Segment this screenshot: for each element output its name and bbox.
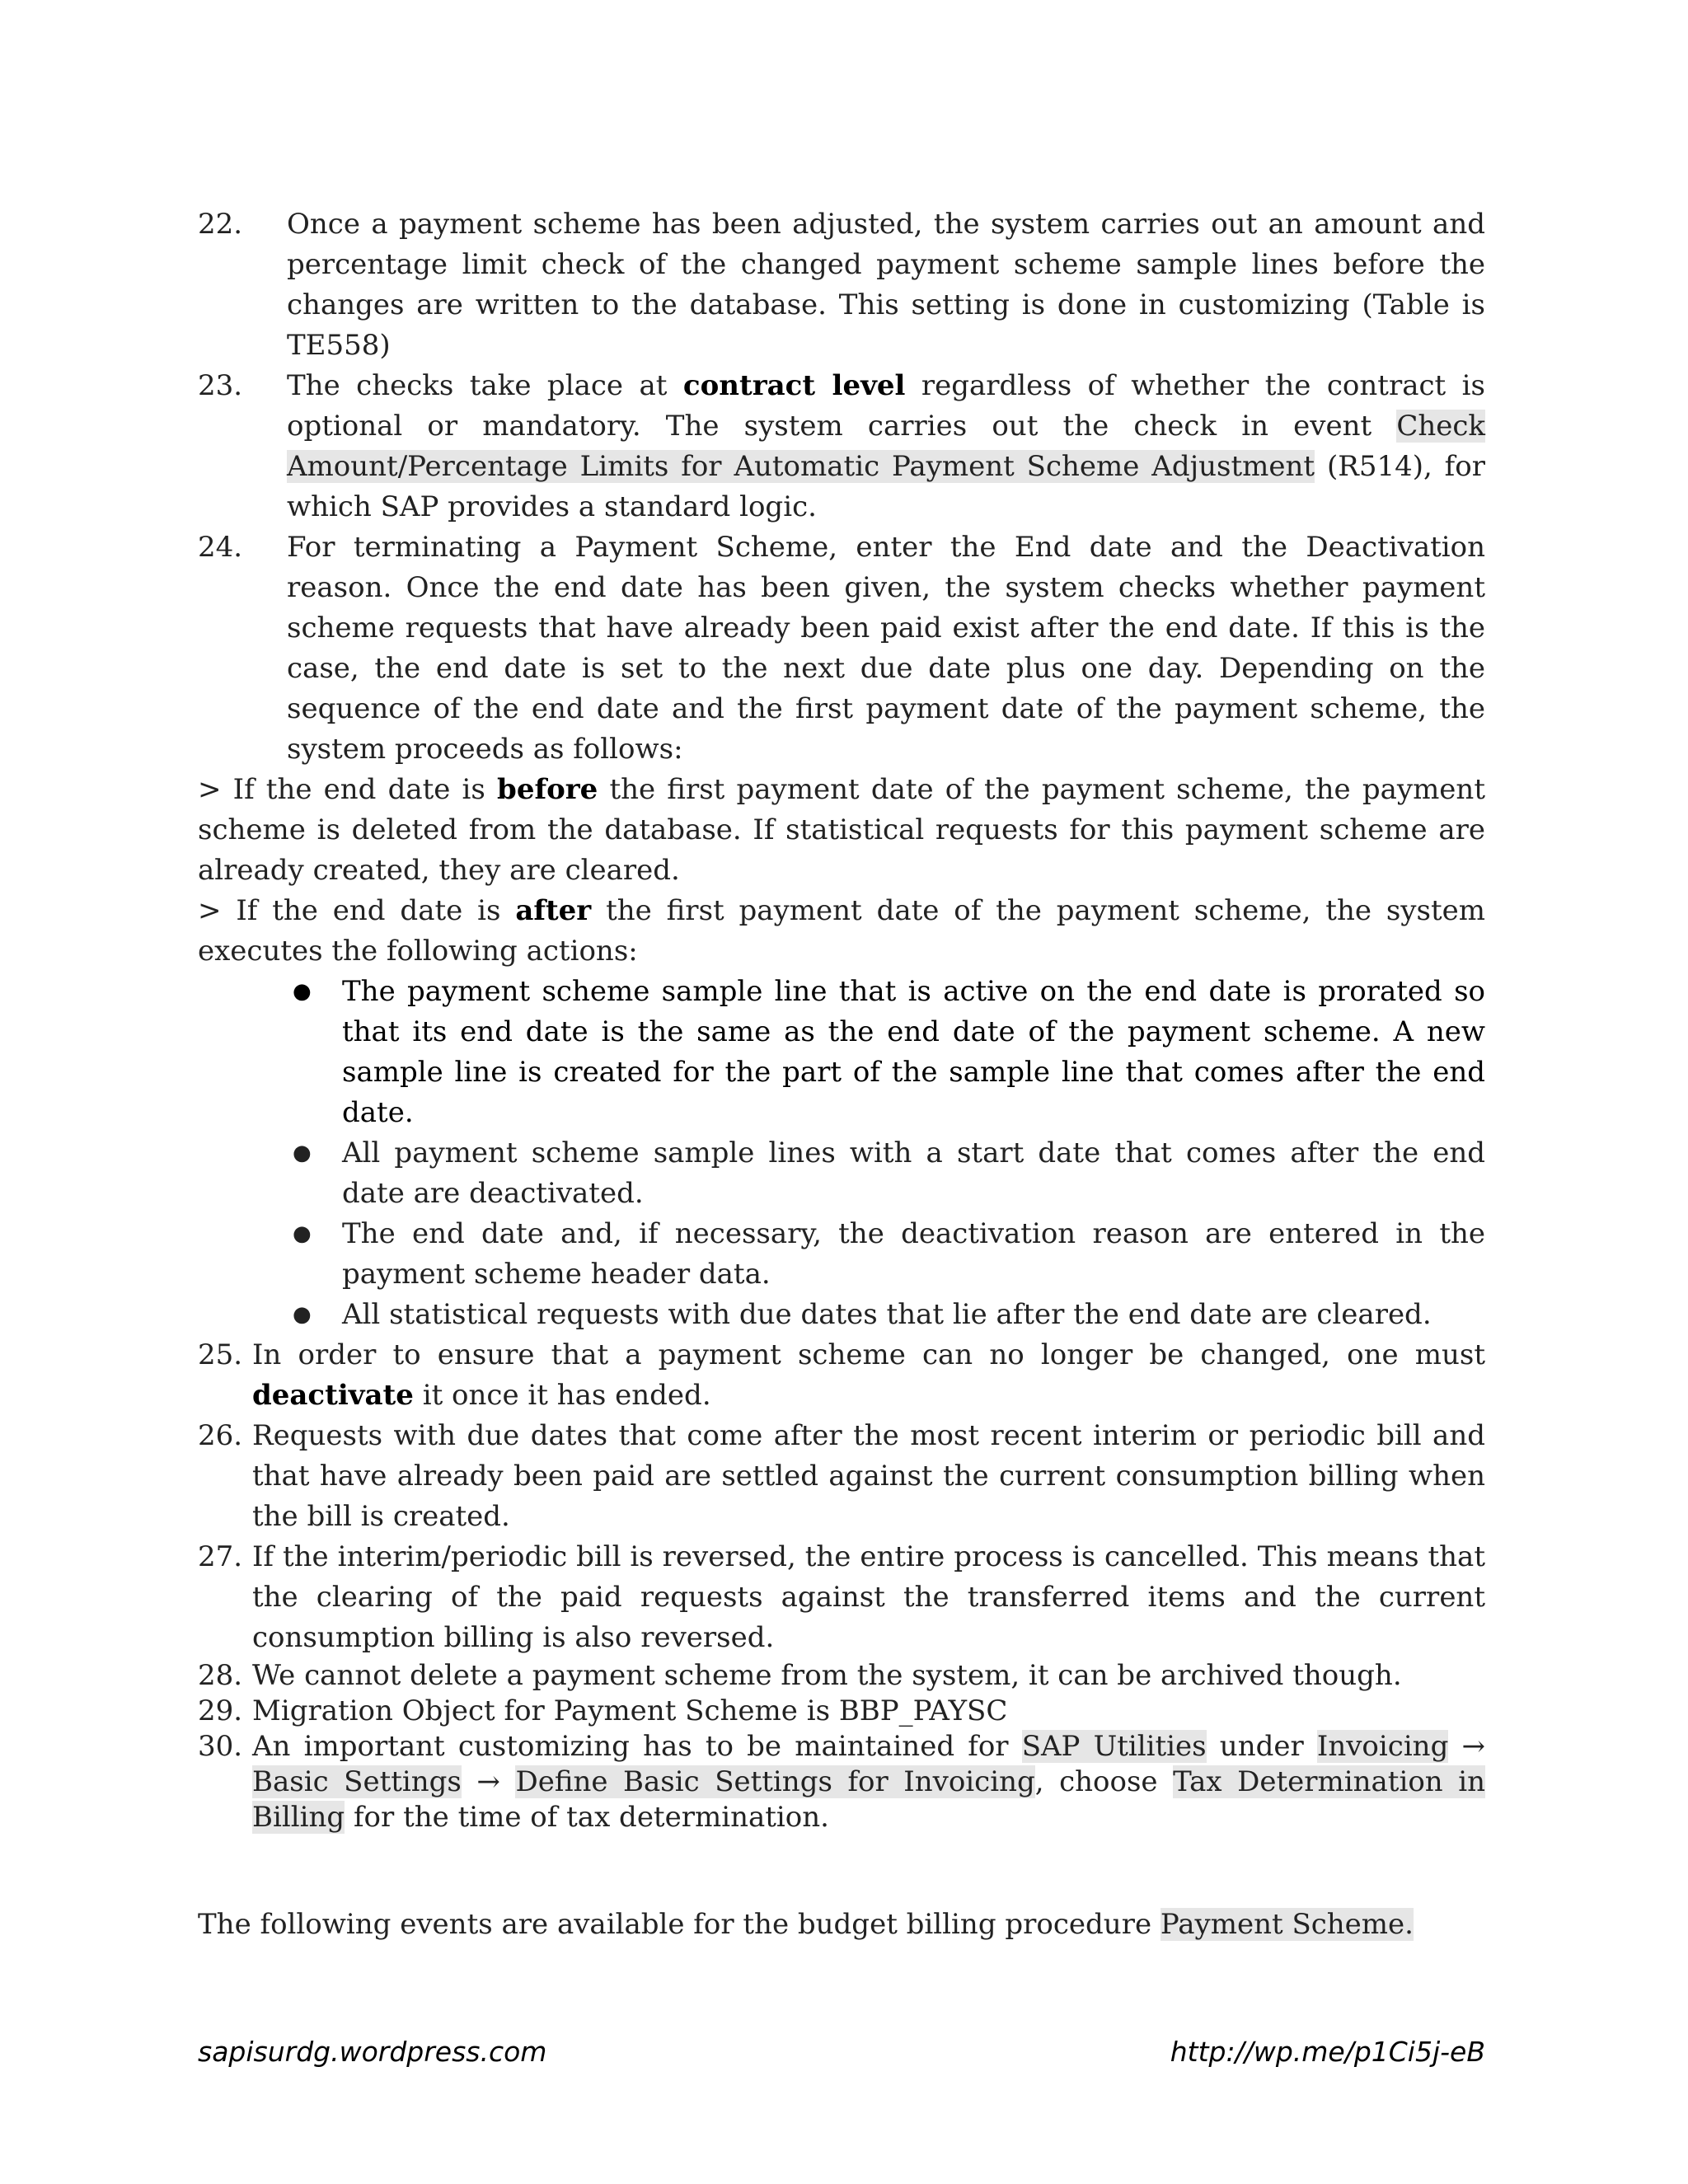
list-item-23: [198, 366, 1485, 527]
highlighted-tax-determination[interactable]: Tax Determination in Billing: [252, 1765, 1485, 1834]
item-text: For terminating a Payment Scheme, enter the End date and the Deactivation reason. Once the end date has been given, the system checks whether payment scheme requests that have already been paid exist after the end date. If this is the case, the end date is set to the next due date plus one day. Depending on the sequence of the end date and the first payment date of the payment scheme, the system proceeds as follows:: [287, 531, 1485, 766]
highlighted-invoicing[interactable]: Invoicing: [1316, 1730, 1449, 1763]
bullet-icon: ●: [293, 1221, 312, 1246]
item-text: An important customizing has to be maintained for SAP Utilities under Invoicing → Basic Settings → Define Basic Settings for Invoicing, choose Tax Determination in Billing for the time of tax determination.: [252, 1730, 1486, 1834]
highlighted-event-link[interactable]: Check Amount/Percentage Limits for Automatic Payment Scheme Adjustment: [287, 410, 1485, 483]
item-text: If the interim/periodic bill is reversed, the entire process is cancelled. This means that the clearing of the paid requests against the transferred items and the current consumption billing is also reversed.: [252, 1540, 1485, 1654]
bullet-item: ● The payment scheme sample line that is active on the end date is prorated so that its end date is the same as the end date of the payment scheme. A new sample line is created for the part of the sample line that comes after the end date.: [293, 972, 1485, 1133]
bullet-icon: ●: [293, 1141, 312, 1165]
list-item-27: [198, 1537, 1485, 1658]
arrow-right-icon: →: [461, 1765, 516, 1798]
list-item-28: [198, 1658, 1485, 1694]
bullet-item: ● All payment scheme sample lines with a start date that comes after the end date are deactivated.: [293, 1133, 1485, 1214]
item-number: 27.: [198, 1540, 243, 1573]
footer-site[interactable]: sapisurdg.wordpress.com: [198, 2036, 547, 2068]
footer-shortlink[interactable]: http://wp.me/p1Ci5j-eB: [1170, 2036, 1485, 2068]
bold-term: deactivate: [252, 1379, 414, 1412]
item-number: 23.: [198, 369, 243, 402]
list-item-30: [198, 1729, 1485, 1835]
bold-term: after: [515, 894, 592, 927]
arrow-right-icon: →: [1448, 1730, 1486, 1763]
list-item-22: [198, 204, 1485, 366]
list-item-29: [198, 1694, 1485, 1729]
closing-paragraph: The following events are available for the budget billing procedure Payment Scheme.: [198, 1908, 1414, 1941]
bullet-icon: ●: [293, 1302, 312, 1327]
item-text: Migration Object for Payment Scheme is BBP_PAYSC: [252, 1694, 1008, 1727]
item-text: In order to ensure that a payment scheme can no longer be changed, one must deactivate it once it has ended.: [252, 1338, 1485, 1412]
item-number: 28.: [198, 1659, 243, 1692]
list-item-25: [198, 1335, 1485, 1416]
bullet-item: ● The end date and, if necessary, the deactivation reason are entered in the payment scheme header data.: [293, 1214, 1485, 1295]
highlighted-payment-scheme[interactable]: Payment Scheme.: [1160, 1908, 1414, 1941]
list-item-26: [198, 1416, 1485, 1537]
spacer: [198, 1835, 1485, 1905]
condition-before: > If the end date is before the first payment date of the payment scheme, the payment scheme is deleted from the database. If statistical requests for this payment scheme are already created, they are cleared.: [198, 773, 1485, 887]
item-text: The checks take place at contract level regardless of whether the contract is optional or mandatory. The system carries out the check in event Check Amount/Percentage Limits for Automatic Payment Scheme Adjustment (R514), for which SAP provides a standard logic.: [287, 369, 1485, 523]
item-number: 30.: [198, 1730, 243, 1763]
item-number: 22.: [198, 208, 243, 241]
item-number: 25.: [198, 1338, 243, 1371]
bold-term: before: [497, 773, 598, 806]
item-number: 24.: [198, 531, 243, 564]
bullet-icon: ●: [293, 979, 312, 1004]
item-number: 29.: [198, 1694, 243, 1727]
item-text: We cannot delete a payment scheme from the system, it can be archived though.: [252, 1659, 1402, 1692]
document-body: [198, 204, 1485, 1945]
list-item-24: [198, 527, 1485, 770]
highlighted-sap-utilities[interactable]: SAP Utilities: [1021, 1730, 1207, 1763]
highlighted-define-basic-settings[interactable]: Define Basic Settings for Invoicing: [515, 1765, 1035, 1798]
action-bullet-list: [293, 972, 1485, 1335]
bold-term: contract level: [682, 369, 906, 402]
highlighted-basic-settings[interactable]: Basic Settings: [252, 1765, 462, 1798]
item-text: Once a payment scheme has been adjusted, the system carries out an amount and percentage limit check of the changed payment scheme sample lines before the changes are written to the database. This setting is done in customizing (Table is TE558): [287, 208, 1485, 362]
item-number: 26.: [198, 1419, 243, 1452]
bullet-item: ● All statistical requests with due dates that lie after the end date are cleared.: [293, 1295, 1485, 1335]
condition-after: > If the end date is after the first payment date of the payment scheme, the system executes the following actions:: [198, 894, 1485, 968]
item-text: Requests with due dates that come after the most recent interim or periodic bill and that have already been paid are settled against the current consumption billing when the bill is created.: [252, 1419, 1485, 1533]
